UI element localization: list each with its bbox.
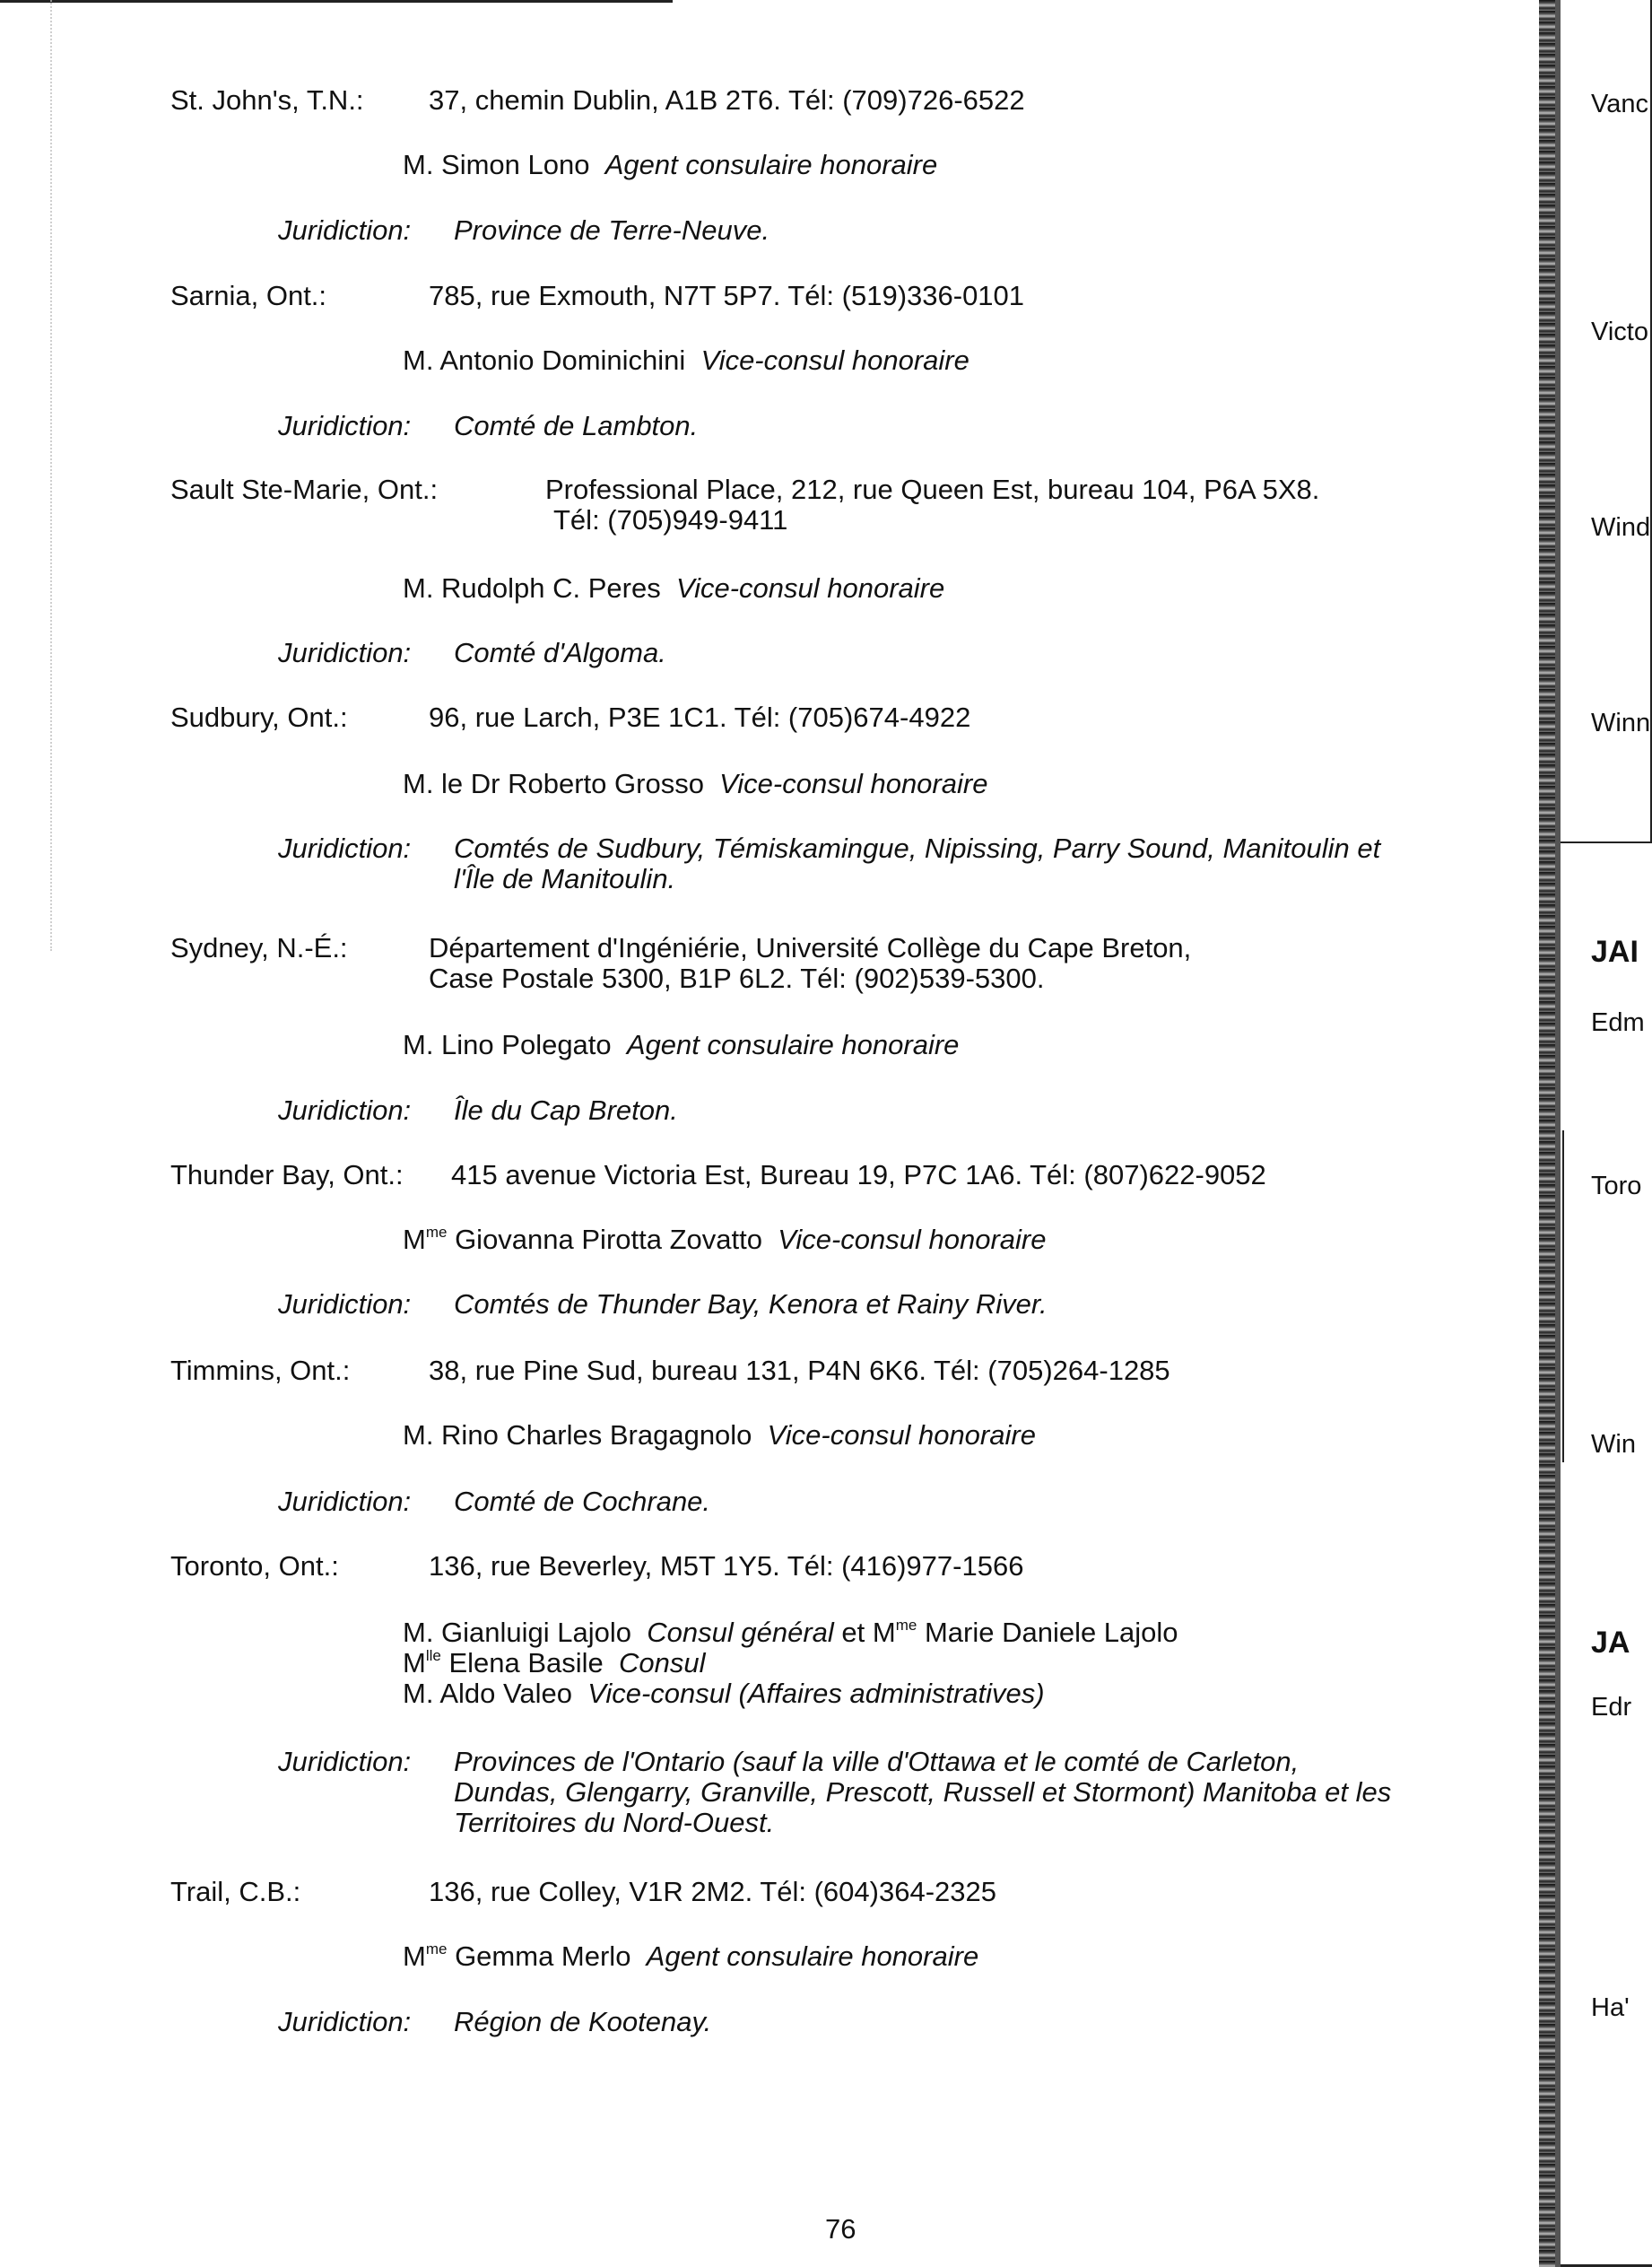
adjacent-page-rule bbox=[1561, 841, 1652, 843]
juridiction-text: Comtés de Thunder Bay, Kenora et Rainy River. bbox=[454, 1288, 1048, 1320]
entry-location: Sault Ste-Marie, Ont.: bbox=[170, 474, 439, 505]
entry-person bbox=[403, 768, 987, 800]
juridiction-text-line-1: Comtés de Sudbury, Témiskamingue, Nipissing, Parry Sound, Manitoulin et bbox=[454, 833, 1381, 864]
entry-address: 37, chemin Dublin, A1B 2T6. Tél: (709)726-6522 bbox=[429, 84, 1025, 116]
entry-address-line-1: Professional Place, 212, rue Queen Est, bureau 104, P6A 5X8. bbox=[545, 474, 1320, 505]
person-extra-name: Marie Daniele Lajolo bbox=[917, 1617, 1178, 1648]
entry-person bbox=[403, 572, 944, 605]
person-name: Giovanna Pirotta Zovatto bbox=[447, 1224, 762, 1255]
person-name: M. le Dr Roberto Grosso bbox=[403, 768, 704, 799]
entry-address-line-1: Département d'Ingéniérie, Université Collège du Cape Breton, bbox=[429, 932, 1192, 963]
juridiction-label: Juridiction: bbox=[278, 214, 412, 246]
juridiction-text: Province de Terre-Neuve. bbox=[454, 214, 770, 246]
person-name: M. Gianluigi Lajolo bbox=[403, 1617, 632, 1648]
entry-address-line-2: Case Postale 5300, B1P 6L2. Tél: (902)539-5300. bbox=[429, 963, 1045, 994]
person-prefix-sup: me bbox=[425, 1940, 448, 1957]
juridiction-text: Comté de Lambton. bbox=[454, 410, 699, 441]
entry-location: St. John's, T.N.: bbox=[170, 84, 364, 116]
adjacent-page-item: Win bbox=[1591, 1430, 1636, 1459]
adjacent-page-item: Ha' bbox=[1591, 1993, 1630, 2022]
person-name: M. Aldo Valeo bbox=[403, 1678, 572, 1709]
person-title: Consul bbox=[619, 1647, 706, 1678]
adjacent-page-item: Vanc bbox=[1591, 90, 1648, 118]
juridiction-label: Juridiction: bbox=[278, 1094, 412, 1126]
person-title: Vice-consul honoraire bbox=[675, 572, 945, 604]
entry-location: Trail, C.B.: bbox=[170, 1876, 301, 1907]
juridiction-text: Île du Cap Breton. bbox=[454, 1094, 678, 1126]
adjacent-page-item: Toro bbox=[1591, 1172, 1642, 1200]
juridiction-label: Juridiction: bbox=[278, 1486, 412, 1517]
person-name: M. Lino Polegato bbox=[403, 1029, 612, 1060]
person-title: Agent consulaire honoraire bbox=[604, 149, 938, 180]
entry-person bbox=[403, 1419, 1036, 1452]
entry-person bbox=[403, 344, 969, 377]
entry-person bbox=[403, 149, 937, 181]
person-name: M. Simon Lono bbox=[403, 149, 590, 180]
entry-person bbox=[403, 1029, 959, 1061]
person-title: Vice-consul honoraire bbox=[700, 344, 969, 376]
entry-location: Thunder Bay, Ont.: bbox=[170, 1159, 404, 1190]
juridiction-text-line-1: Provinces de l'Ontario (sauf la ville d'Ottawa et le comté de Carleton, bbox=[454, 1746, 1300, 1777]
entry-location: Sarnia, Ont.: bbox=[170, 280, 327, 311]
entry-person-3 bbox=[403, 1678, 1045, 1710]
entry-address: 785, rue Exmouth, N7T 5P7. Tél: (519)336-0101 bbox=[429, 280, 1025, 311]
juridiction-text: Région de Kootenay. bbox=[454, 2006, 712, 2037]
entry-location: Sudbury, Ont.: bbox=[170, 702, 348, 733]
juridiction-text: Comté de Cochrane. bbox=[454, 1486, 711, 1517]
page-number: 76 bbox=[825, 2213, 856, 2245]
entry-address: 415 avenue Victoria Est, Bureau 19, P7C 1A6. Tél: (807)622-9052 bbox=[451, 1159, 1266, 1190]
person-prefix-sup: lle bbox=[425, 1647, 441, 1664]
person-prefix: M bbox=[403, 1647, 426, 1678]
juridiction-text-line-2: Dundas, Glengarry, Granville, Prescott, Russell et Stormont) Manitoba et les bbox=[454, 1776, 1392, 1808]
adjacent-page-item: Victo bbox=[1591, 318, 1648, 346]
person-title: Consul général bbox=[647, 1617, 834, 1648]
person-name: Gemma Merlo bbox=[447, 1940, 631, 1972]
person-prefix: M bbox=[403, 1940, 426, 1972]
adjacent-page-heading: JAI bbox=[1591, 935, 1639, 969]
entry-person-2 bbox=[403, 1647, 706, 1679]
juridiction-label: Juridiction: bbox=[278, 833, 412, 864]
person-title: Vice-consul honoraire bbox=[778, 1224, 1047, 1255]
entry-location: Timmins, Ont.: bbox=[170, 1355, 351, 1386]
person-prefix-sup: me bbox=[425, 1224, 448, 1241]
person-name: M. Rudolph C. Peres bbox=[403, 572, 661, 604]
entry-address: 38, rue Pine Sud, bureau 131, P4N 6K6. Tél: (705)264-1285 bbox=[429, 1355, 1170, 1386]
entry-address: 96, rue Larch, P3E 1C1. Tél: (705)674-4922 bbox=[429, 702, 971, 733]
adjacent-page-heading: JA bbox=[1591, 1626, 1630, 1660]
book-spine bbox=[1539, 0, 1555, 2267]
person-name: M. Antonio Dominichini bbox=[403, 344, 686, 376]
adjacent-page-rule bbox=[1562, 1130, 1564, 1462]
entry-person bbox=[403, 1940, 978, 1973]
juridiction-text-line-2: l'Île de Manitoulin. bbox=[454, 863, 676, 894]
person-title: Agent consulaire honoraire bbox=[626, 1029, 960, 1060]
entry-address-line-2: Tél: (705)949-9411 bbox=[553, 504, 788, 536]
juridiction-label: Juridiction: bbox=[278, 1746, 412, 1777]
adjacent-page-item: Wind bbox=[1591, 513, 1651, 542]
person-name: Elena Basile bbox=[440, 1647, 604, 1678]
person-title: Agent consulaire honoraire bbox=[646, 1940, 979, 1972]
entry-person-1 bbox=[403, 1617, 1178, 1649]
person-title: Vice-consul honoraire bbox=[767, 1419, 1036, 1451]
person-name: M. Rino Charles Bragagnolo bbox=[403, 1419, 752, 1451]
adjacent-page bbox=[1561, 0, 1652, 2267]
juridiction-text: Comté d'Algoma. bbox=[454, 637, 666, 668]
juridiction-text-line-3: Territoires du Nord-Ouest. bbox=[454, 1807, 775, 1838]
entry-location: Sydney, N.-É.: bbox=[170, 932, 348, 963]
entry-person bbox=[403, 1224, 1047, 1256]
juridiction-label: Juridiction: bbox=[278, 1288, 412, 1320]
person-prefix: M bbox=[403, 1224, 426, 1255]
person-title: Vice-consul honoraire bbox=[719, 768, 988, 799]
entry-address: 136, rue Beverley, M5T 1Y5. Tél: (416)977-1566 bbox=[429, 1550, 1024, 1582]
juridiction-label: Juridiction: bbox=[278, 410, 412, 441]
juridiction-label: Juridiction: bbox=[278, 637, 412, 668]
adjacent-page-item: Edm bbox=[1591, 1008, 1645, 1037]
entry-location: Toronto, Ont.: bbox=[170, 1550, 339, 1582]
adjacent-page-item: Edr bbox=[1591, 1693, 1632, 1722]
person-title: Vice-consul (Affaires administratives) bbox=[587, 1678, 1045, 1709]
juridiction-label: Juridiction: bbox=[278, 2006, 412, 2037]
entry-address: 136, rue Colley, V1R 2M2. Tél: (604)364-2325 bbox=[429, 1876, 996, 1907]
person-extra-prefix: et M bbox=[833, 1617, 896, 1648]
person-extra-sup: me bbox=[895, 1617, 917, 1634]
adjacent-page-item: Winn bbox=[1591, 709, 1651, 737]
